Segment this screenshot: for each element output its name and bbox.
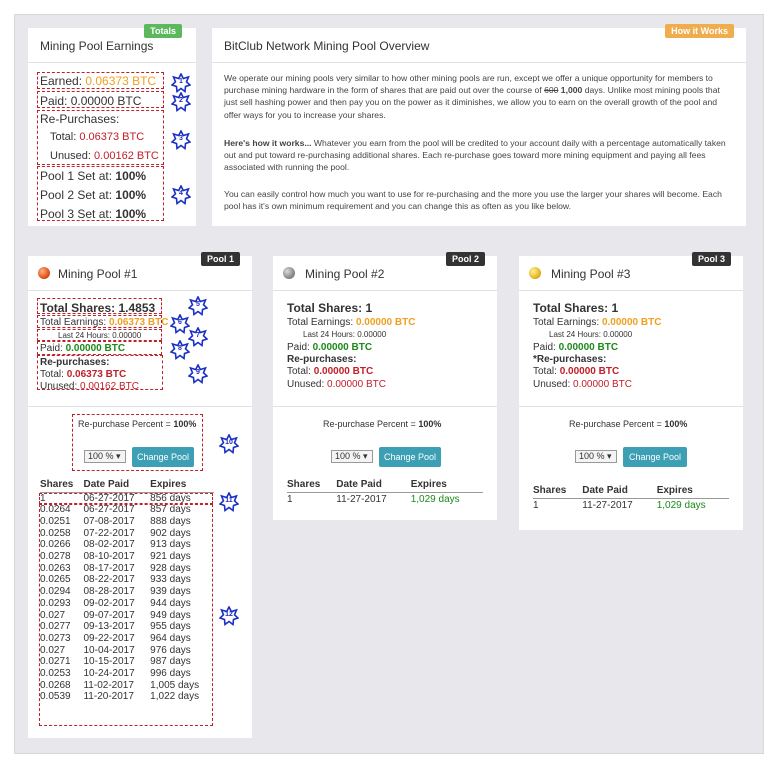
pool3-repurchases-label: *Re-purchases: <box>533 354 607 365</box>
marker-number: 2 <box>179 97 183 104</box>
annotation-marker-icon <box>219 606 239 626</box>
marker-number: 3 <box>179 135 183 142</box>
table-cell: 933 days <box>150 574 191 586</box>
pool1-setting: Pool 1 Set at: 100% <box>40 169 147 183</box>
table-cell: 0.0258 <box>40 527 71 539</box>
table-cell: 09-22-2017 <box>83 632 135 644</box>
pool3-unused: Unused: 0.00000 BTC <box>533 379 632 390</box>
paid-row: Paid: 0.00000 BTC <box>40 94 142 108</box>
overview-paragraph-3: You can easily control how much you want to use for re-purchasing and the more you use the larger your shares will become. Each pool has it's own minimum requirement and you can change this as often as you like below. <box>224 189 722 212</box>
pool1-shares-table: Shares Date Paid Expires 1 06-27-2017 856 days 0.0264 06-27-2017 857 days 0.0251 07-08-2017 888 days 0.0258 07-22-2017 902 days 0.0266 08-02-2017 913 days 0.0278 08-10-2017 921 days 0.0263 08-17-2017 928 days 0.0265 08-22-2017 933 days 0.0294 08-28-2017 939 days 0.0293 09-02-2017 944 days 0.027 09-07-2017 949 days 0.0277 09-13-2017 955 days 0.0273 09-22-2017 964 days 0.027 10-04-2017 976 days 0.0271 10-15-2017 987 days 0.0253 10-24-2017 996 days 0.0268 11-02-2017 1,005 days 0.0539 11-20-2017 1,022 days <box>40 478 214 703</box>
table-cell: 857 days <box>150 504 191 516</box>
unused-row: Unused: 0.00162 BTC <box>50 150 159 162</box>
table-cell: 976 days <box>150 644 191 656</box>
pool1-percent-select[interactable]: 100 % ▾ <box>84 450 126 463</box>
annotation-box <box>37 166 164 221</box>
marker-number: 1 <box>179 78 183 85</box>
table-cell: 921 days <box>150 551 191 563</box>
table-cell: 08-17-2017 <box>83 562 135 574</box>
pool3-percent-select[interactable]: 100 % ▾ <box>575 450 617 463</box>
pool3-total-shares: Total Shares: 1 <box>533 301 619 315</box>
table-cell: 0.0278 <box>40 551 71 563</box>
table-cell: 10-15-2017 <box>83 656 135 668</box>
annotation-marker-icon <box>219 434 239 454</box>
pool2-repurchases-label: Re-purchases: <box>287 354 357 365</box>
annotation-box <box>72 414 203 471</box>
pool2-badge: Pool 2 <box>446 252 485 266</box>
table-cell: 10-24-2017 <box>83 668 135 680</box>
annotation-box <box>37 110 164 165</box>
annotation-box <box>37 298 162 314</box>
pool3-total-earnings: Total Earnings: 0.00000 BTC <box>533 317 662 328</box>
table-cell: 0.0271 <box>40 656 71 668</box>
table-cell: 0.0264 <box>40 504 71 516</box>
pool3-total: Total: 0.00000 BTC <box>533 366 620 377</box>
table-cell: 1 <box>40 492 46 504</box>
earned-row: Earned: 0.06373 BTC <box>40 74 157 88</box>
table-cell: 1,005 days <box>150 679 200 691</box>
pool1-last24: Last 24 Hours: 0.00000 <box>58 331 142 340</box>
table-cell: 09-13-2017 <box>83 621 135 633</box>
annotation-marker-icon <box>219 492 239 512</box>
annotation-marker-icon <box>170 340 190 360</box>
table-cell: 07-22-2017 <box>83 527 135 539</box>
pool2-title: Mining Pool #2 <box>305 267 385 281</box>
annotation-box <box>39 504 213 726</box>
table-cell: 928 days <box>150 562 191 574</box>
pool2-orb-icon <box>283 267 295 279</box>
pool2-change-pool-button[interactable]: Change Pool <box>379 447 441 467</box>
pool2-last24: Last 24 Hours: 0.00000 <box>303 330 387 339</box>
table-cell: 944 days <box>150 597 191 609</box>
marker-number: 6 <box>178 319 182 326</box>
pool1-change-pool-button[interactable]: Change Pool <box>132 447 194 467</box>
pool1-title: Mining Pool #1 <box>58 267 138 281</box>
table-cell: 949 days <box>150 609 191 621</box>
pool1-repurchase-percent: Re-purchase Percent = 100% <box>78 419 197 429</box>
annotation-box <box>37 91 164 108</box>
pool3-panel <box>519 256 743 530</box>
marker-number: 8 <box>178 345 182 352</box>
table-cell: 08-10-2017 <box>83 551 135 563</box>
pool1-unused: Unused: 0.00162 BTC <box>40 381 139 392</box>
table-cell: 913 days <box>150 539 191 551</box>
pool1-repurchases-label: Re-purchases: <box>40 357 110 368</box>
totals-badge: Totals <box>144 24 182 38</box>
annotation-marker-icon <box>171 92 191 112</box>
marker-number: 7 <box>196 332 200 339</box>
overview-panel <box>212 28 746 226</box>
pool3-repurchase-percent: Re-purchase Percent = 100% <box>569 419 688 429</box>
table-cell: 08-28-2017 <box>83 586 135 598</box>
pool2-total-shares: Total Shares: 1 <box>287 301 373 315</box>
pool2-percent-select[interactable]: 100 % ▾ <box>331 450 373 463</box>
table-cell: 955 days <box>150 621 191 633</box>
table-cell: 0.027 <box>40 644 66 656</box>
table-cell: 0.0263 <box>40 562 71 574</box>
pool3-setting: Pool 3 Set at: 100% <box>40 207 147 221</box>
table-cell: 987 days <box>150 656 191 668</box>
table-cell: 1,029 days <box>410 494 460 506</box>
pool3-title: Mining Pool #3 <box>551 267 631 281</box>
how-it-works-badge: How it Works <box>665 24 734 38</box>
table-cell: 06-27-2017 <box>83 492 135 504</box>
table-cell: 0.0266 <box>40 539 71 551</box>
annotation-marker-icon <box>171 73 191 93</box>
repurchases-heading: Re-Purchases: <box>40 112 120 126</box>
table-cell: 0.0253 <box>40 668 71 680</box>
marker-number: 12 <box>225 611 233 618</box>
table-cell: 0.0294 <box>40 586 71 598</box>
table-cell: 07-08-2017 <box>83 515 135 527</box>
total-row: Total: 0.06373 BTC <box>50 131 145 143</box>
pool3-change-pool-button[interactable]: Change Pool <box>623 447 687 467</box>
table-cell: 06-27-2017 <box>83 504 135 516</box>
pool3-orb-icon <box>529 267 541 279</box>
table-cell: 1,022 days <box>150 691 200 703</box>
pool2-panel <box>273 256 497 520</box>
table-cell: 11-27-2017 <box>336 494 387 506</box>
table-cell: 0.0251 <box>40 515 71 527</box>
pool3-badge: Pool 3 <box>692 252 731 266</box>
table-cell: 11-20-2017 <box>83 691 134 703</box>
marker-number: 9 <box>196 369 200 376</box>
annotation-box <box>37 72 164 89</box>
annotation-box <box>37 315 162 328</box>
annotation-box <box>39 493 213 504</box>
pool2-shares-table: Shares Date Paid Expires 1 11-27-2017 1,029 days <box>287 478 483 508</box>
pool2-paid: Paid: 0.00000 BTC <box>287 342 373 353</box>
table-cell: 11-27-2017 <box>582 500 633 512</box>
annotation-marker-icon <box>188 296 208 316</box>
pool1-total-earnings: Total Earnings: 0.06373 BTC <box>40 317 169 328</box>
table-cell: 09-07-2017 <box>83 609 135 621</box>
table-cell: 939 days <box>150 586 191 598</box>
table-cell: 0.0273 <box>40 632 71 644</box>
overview-paragraph-2: Here's how it works... Whatever you earn from the pool will be credited to your account daily with a percentage automatically taken out and put toward re-purchasing additional shares. Each re-purchase goes toward more mining equipment and paying all fees associated with running the pool. <box>224 138 726 173</box>
annotation-marker-icon <box>188 327 208 347</box>
marker-number: 11 <box>225 497 233 504</box>
pool2-total-earnings: Total Earnings: 0.00000 BTC <box>287 317 416 328</box>
table-cell: 856 days <box>150 492 191 504</box>
pool1-orb-icon <box>38 267 50 279</box>
marker-number: 10 <box>225 439 233 446</box>
table-cell: 902 days <box>150 527 191 539</box>
marker-number: 5 <box>196 301 200 308</box>
annotation-marker-icon <box>171 185 191 205</box>
earnings-title: Mining Pool Earnings <box>40 39 154 53</box>
marker-number: 4 <box>179 190 183 197</box>
pool3-last24: Last 24 Hours: 0.00000 <box>549 330 633 339</box>
annotation-marker-icon <box>188 364 208 384</box>
table-cell: 1 <box>533 500 539 512</box>
overview-paragraph-1: We operate our mining pools very similar to how other mining pools are run, except we offer a unique opportunity for members to purchase mining hardware in the form of shares that are paid out over the course of 600 1,000 days. Unlike most mining pools that just sell hashing power and then pay you on the power as it diminishes, we allow you to earn on the overall growth of the pool and offer ways for you to increase your shares. <box>224 73 720 120</box>
table-cell: 08-22-2017 <box>83 574 135 586</box>
pool1-total: Total: 0.06373 BTC <box>40 369 127 380</box>
table-cell: 11-02-2017 <box>83 679 134 691</box>
table-row <box>533 498 729 514</box>
pool3-shares-table: Shares Date Paid Expires 1 11-27-2017 1,029 days <box>533 484 729 514</box>
table-cell: 1,029 days <box>656 500 706 512</box>
table-cell: 888 days <box>150 515 191 527</box>
table-cell: 1 <box>287 494 293 506</box>
overview-title: BitClub Network Mining Pool Overview <box>224 39 430 53</box>
pool2-repurchase-percent: Re-purchase Percent = 100% <box>323 419 442 429</box>
table-cell: 08-02-2017 <box>83 539 135 551</box>
pool2-unused: Unused: 0.00000 BTC <box>287 379 386 390</box>
table-cell: 996 days <box>150 668 191 680</box>
annotation-box <box>37 329 162 341</box>
annotation-box <box>37 341 162 355</box>
table-cell: 0.0293 <box>40 597 71 609</box>
annotation-box <box>37 355 163 390</box>
table-row <box>287 492 483 508</box>
table-cell: 0.027 <box>40 609 66 621</box>
table-cell: 09-02-2017 <box>83 597 135 609</box>
pool3-paid: Paid: 0.00000 BTC <box>533 342 619 353</box>
table-cell: 964 days <box>150 632 191 644</box>
pool2-total: Total: 0.00000 BTC <box>287 366 374 377</box>
pool1-badge: Pool 1 <box>201 252 240 266</box>
annotation-marker-icon <box>171 130 191 150</box>
pool1-paid: Paid: 0.00000 BTC <box>40 343 126 354</box>
pool1-total-shares: Total Shares: 1.4853 <box>40 301 156 315</box>
pool2-setting: Pool 2 Set at: 100% <box>40 188 147 202</box>
table-cell: 0.0277 <box>40 621 71 633</box>
table-cell: 0.0539 <box>40 691 71 703</box>
table-cell: 0.0265 <box>40 574 71 586</box>
annotation-marker-icon <box>170 314 190 334</box>
table-cell: 0.0268 <box>40 679 71 691</box>
table-cell: 10-04-2017 <box>83 644 135 656</box>
